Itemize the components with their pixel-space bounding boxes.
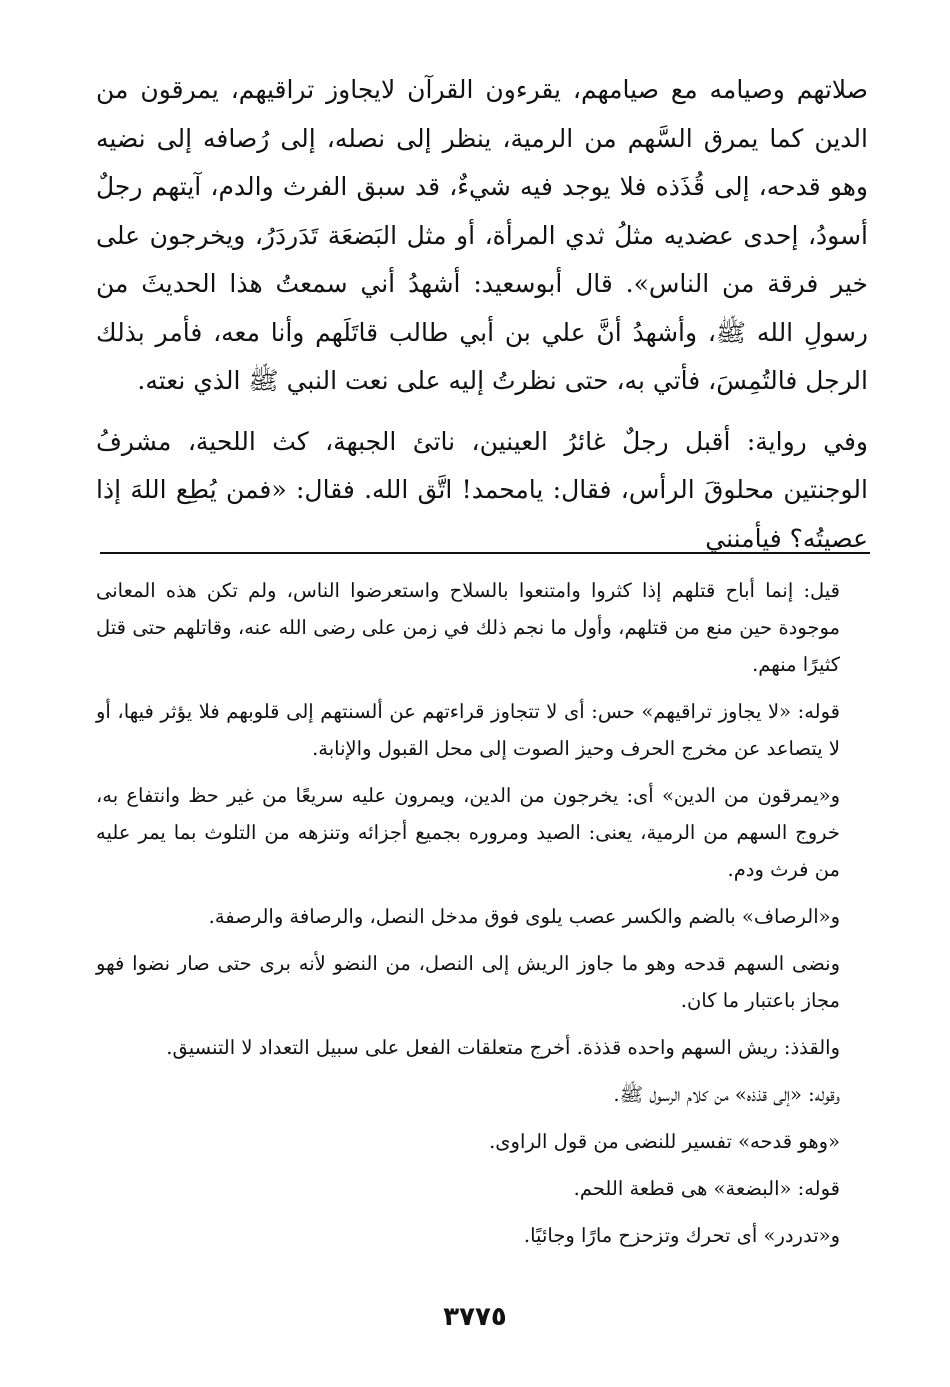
footnote-paragraph: و«تدردر» أى تحرك وتزحزح مارًا وجائيًا.: [523, 1224, 840, 1247]
main-paragraph: وفي رواية: أقبل رجلٌ غائرُ العينين، ناتئ الجبهة، كث اللحية، مشرفُ الوجنتين محلوقَ الرأس، فقال: يامحمد! اتَّق الله. فقال: «فمن يُطِع اللهَ إذا عصيتُه؟ فيأمنني: [96, 426, 868, 553]
footnote-paragraph: «وهو قدحه» تفسير للنضى من قول الراوى.: [489, 1130, 840, 1153]
footnotes-block: [96, 572, 870, 1264]
footnote-paragraph: و«الرصاف» بالضم والكسر عصب يلوى فوق مدخل النصل، والرصافة والرصفة.: [208, 905, 840, 928]
footnote-paragraph: ونضى السهم قدحه وهو ما جاوز الريش إلى النصل، من النضو لأنه برى حتى صار نضوا فهو مجاز باعتبار ما كان.: [96, 952, 840, 1012]
footnote-paragraph: قوله: «البضعة» هى قطعة اللحم.: [573, 1177, 840, 1200]
footnote-separator: [100, 552, 870, 554]
footnote-paragraph: قيل: إنما أباح قتلهم إذا كثروا وامتنعوا بالسلاح واستعرضوا الناس، ولم تكن هذه المعانى موجودة حين منع من قتلهم، وأول ما نجم ذلك في زمن على رضى الله عنه، وقاتلهم حتى قتل كثيرًا منهم.: [96, 579, 840, 676]
main-paragraph: صلاتهم وصيامه مع صيامهم، يقرءون القرآن لايجاوز تراقيهم، يمرقون من الدين كما يمرق السَّهم من الرمية، ينظر إلى نصله، إلى رُصافه إلى نضيه وهو قدحه، إلى قُذَذه فلا يوجد فيه شيءٌ، قد سبق الفرث والدم، آيتهم رجلٌ أسودُ، إحدى عضديه مثلُ ثدي المرأة، أو مثل البَضعَة تَدَردَرُ، ويخرجون على خير فرقة من الناس». قال أبوسعيد: أشهدُ أني سمعتُ هذا الحديثَ من رسولِ الله ﷺ، وأشهدُ أنَّ علي بن أبي طالب قاتَلَهم وأنا معه، فأمر بذلك الرجل فالتُمِسَ، فأتي به، حتى نظرتُ إليه على نعت النبي ﷺ الذي نعته.: [96, 75, 868, 395]
footnote-paragraph: و«يمرقون من الدين» أى: يخرجون من الدين، ويمرون عليه سريعًا من غير حظ وانتفاع به، خروج السهم من الرمية، يعنى: الصيد ومروره بجميع أجزائه وتنزهه من التلوث بما يمر عليه من فرث ودم.: [96, 784, 840, 881]
main-text-block: [96, 66, 868, 563]
footnote-paragraph: وقوله: «إلى قذذه» من كلام الرسول ﷺ.: [613, 1083, 840, 1106]
footnote-paragraph: قوله: «لا يجاوز تراقيهم» حس: أى لا تتجاوز قراءتهم عن ألسنتهم إلى قلوبهم فلا يؤثر فيها، أو لا يتصاعد عن مخرج الحرف وحيز الصوت إلى محل القبول والإنابة.: [96, 700, 840, 760]
footnote-paragraph: والقذذ: ريش السهم واحده قذذة. أخرج متعلقات الفعل على سبيل التعداد لا التنسيق.: [166, 1036, 840, 1059]
page-number: ٣٧٧٥: [443, 1302, 507, 1332]
